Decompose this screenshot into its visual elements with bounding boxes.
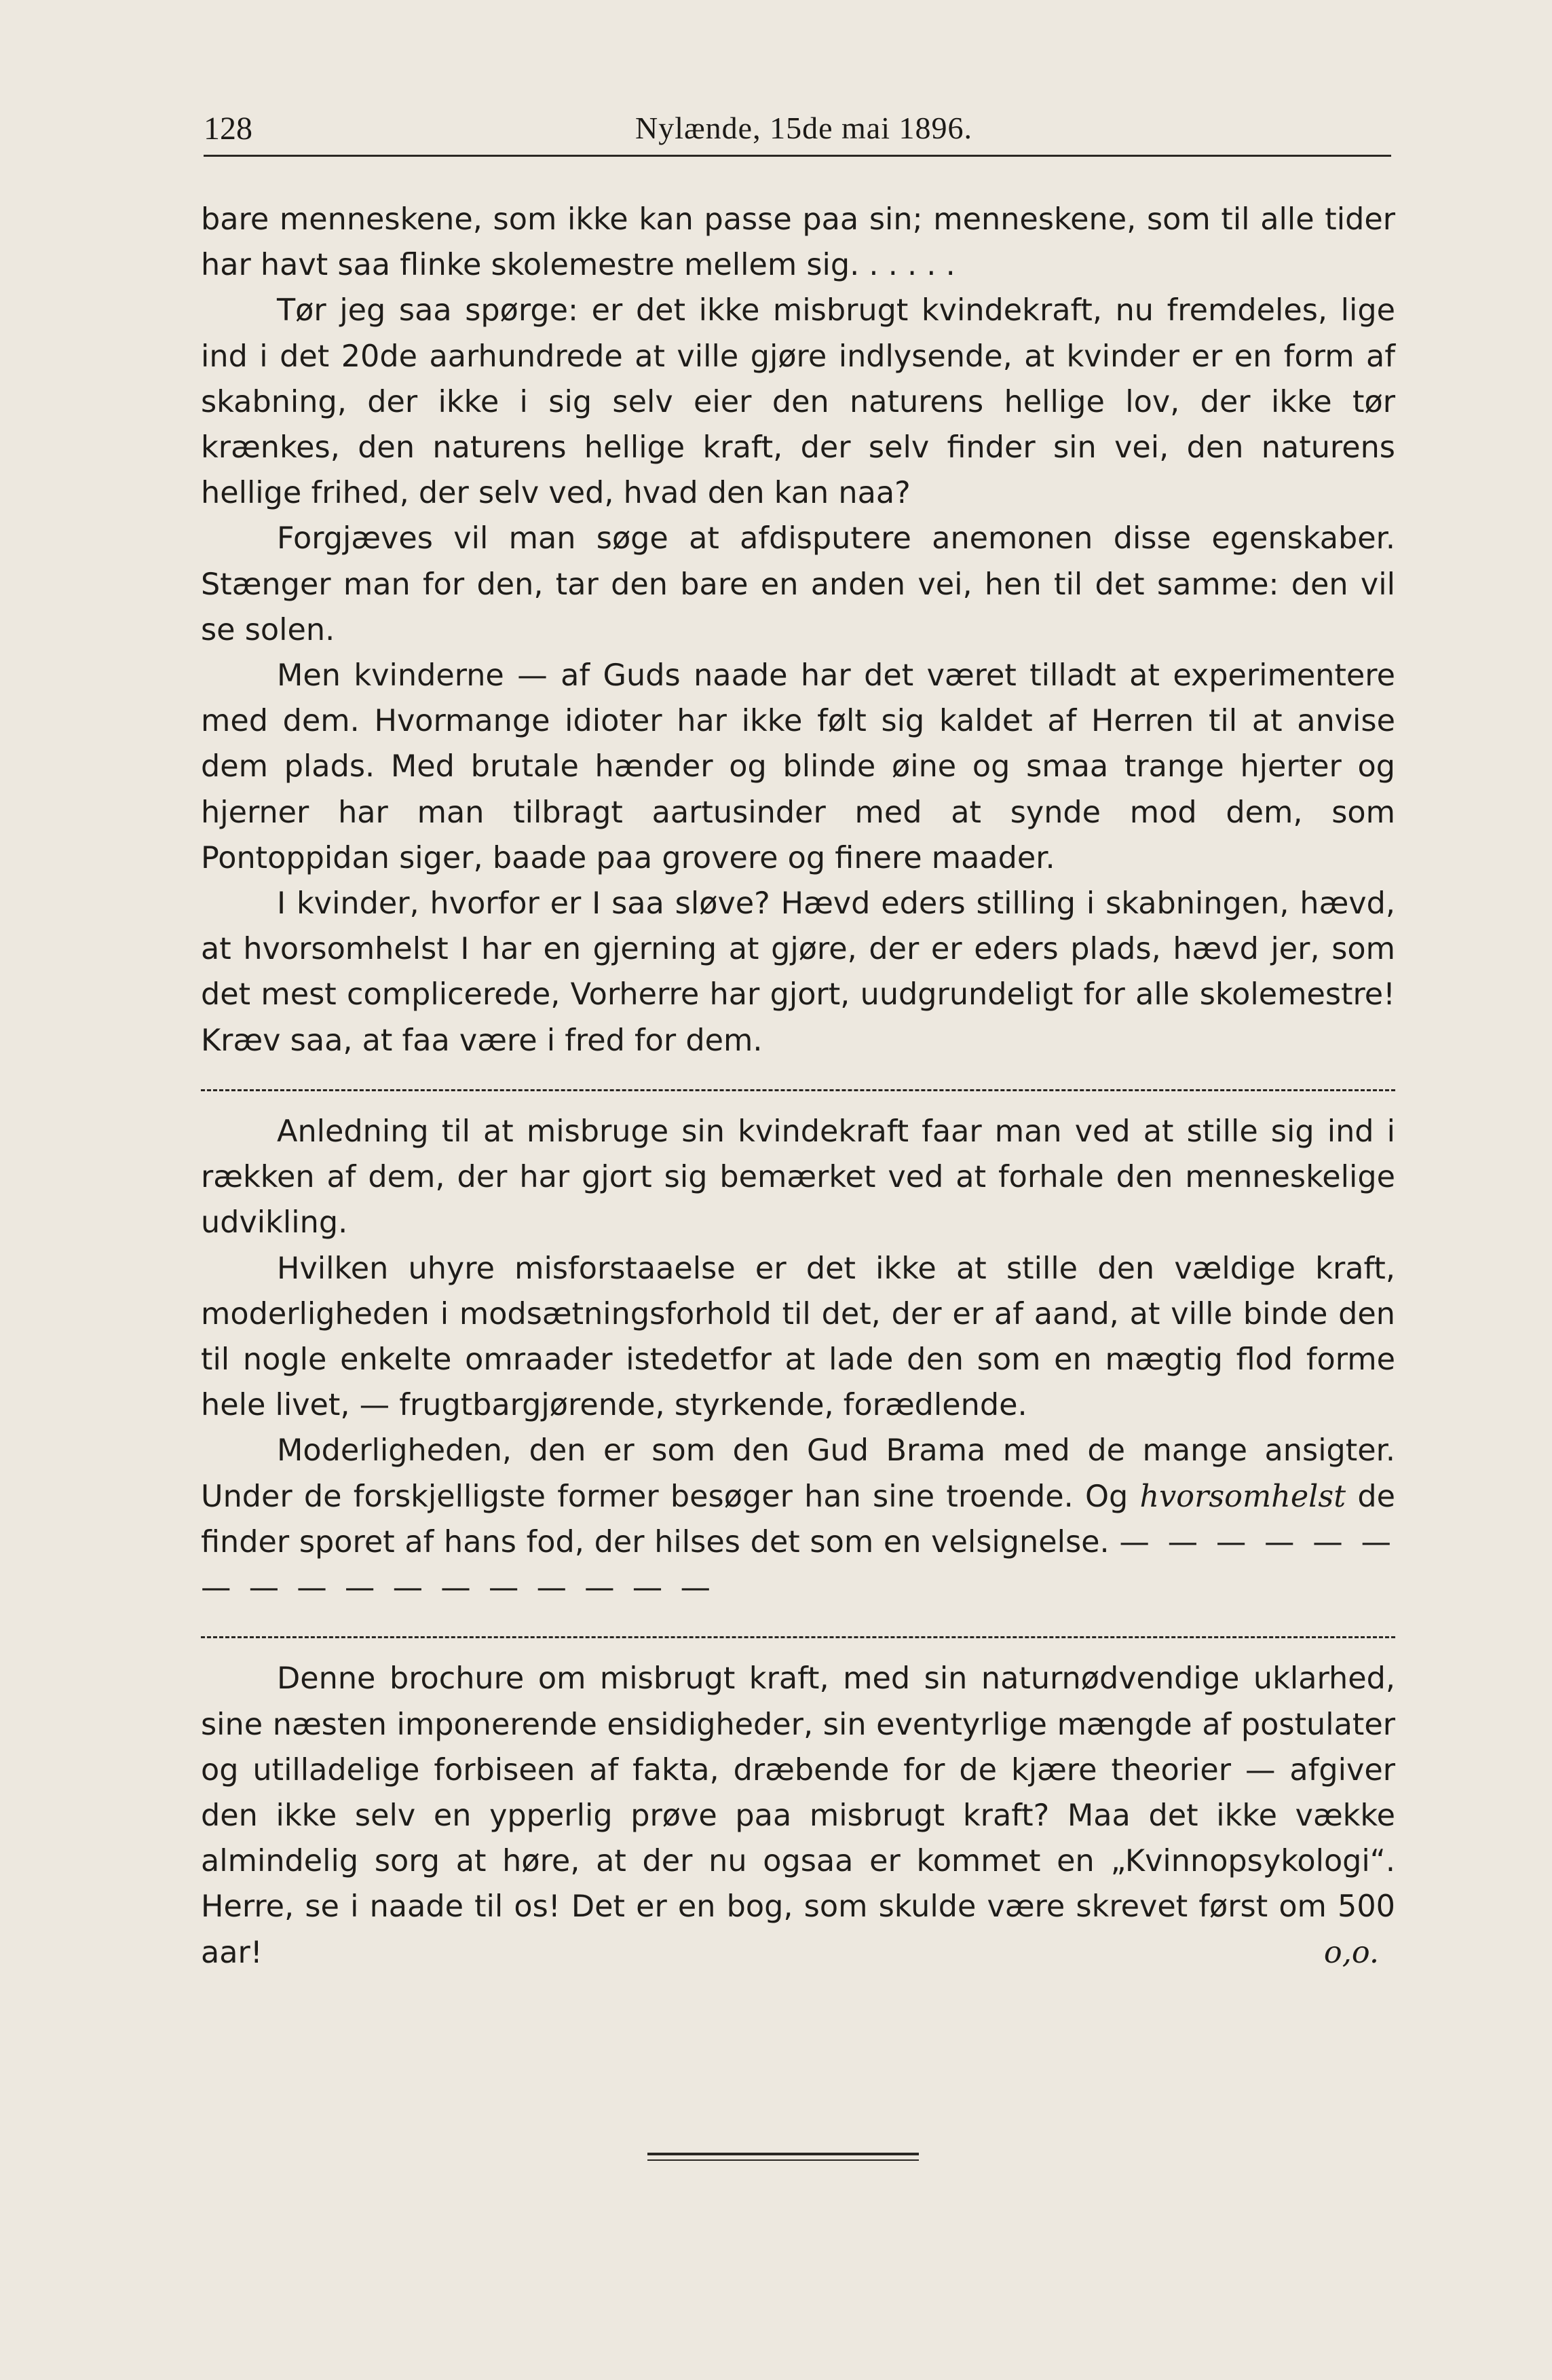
inline-dashes: — — — — — — — — — — — — — — — — — (201, 1524, 1395, 1606)
paragraph (201, 1428, 1395, 1610)
article-body (201, 197, 1395, 1976)
paragraph-text: de finder sporet af hans fod, der hilses det som en velsignelse. (201, 1479, 1395, 1560)
author-signature: o,o. (1323, 1935, 1379, 1970)
dashed-separator (201, 1610, 1395, 1656)
paragraph-text: Denne brochure om misbrugt kraft, med sin naturnødvendige uklarhed, sine næsten imponerende ensidigheder, sin eventyrlige mængde af postulater og utilladelige forbiseen af fakta, dræbende for de kjære theorier — afgiver den ikke selv en ypperlig prøve paa misbrugt kraft? Maa det ikke vække almindelig sorg at høre, at der nu ogsaa er kommet en „Kvinnopsykologi“. Herre, se i naade til os! Det er en bog, som skulde være skrevet først om 500 aar! (201, 1661, 1395, 1970)
paragraph: Tør jeg saa spørge: er det ikke misbrugt kvindekraft, nu fremdeles, lige ind i det 20de aarhundrede at ville gjøre indlysende, at kvinder er en form af skabning, der ikke i sig selv eier den naturens hellige lov, der ikke tør krænkes, den naturens hellige kraft, der selv finder sin vei, den naturens hellige frihed, der selv ved, hvad den kan naa? (201, 293, 1395, 511)
paragraph: Men kvinderne — af Guds naade har det været tilladt at experimentere med dem. Hvormange idioter har ikke følt sig kaldet af Herren til at anvise dem plads. Med brutale hænder og blinde øine og smaa trange hjerter og hjerner har man tilbragt aartusinder med at synde mod dem, som Pontoppidan siger, baade paa grovere og finere maader. (201, 658, 1395, 875)
paragraph: bare menneskene, som ikke kan passe paa sin; menneskene, som til alle tider har havt saa flinke skolemestre mellem sig. . . . . . (201, 202, 1395, 283)
page-number: 128 (204, 111, 252, 147)
page-header (204, 100, 1391, 157)
end-rule (647, 2153, 919, 2155)
running-head: Nylænde, 15de mai 1896. (635, 111, 972, 145)
dashed-separator (201, 1063, 1395, 1109)
paragraph: I kvinder, hvorfor er I saa sløve? Hævd eders stilling i skabningen, hævd, at hvorsomhelst I har en gjerning at gjøre, der er eders plads, hævd jer, som det mest complicerede, Vorherre har gjort, uudgrundeligt for alle skolemestre! Kræv saa, at faa være i fred for dem. (201, 886, 1395, 1058)
paragraph-text: Moderligheden, den er som den Gud Brama med de mange ansigter. Under de forskjelligste former besøger han sine troende. Og (201, 1433, 1395, 1514)
paragraph (201, 1656, 1395, 1975)
paragraph: Hvilken uhyre misforstaaelse er det ikke at stille den vældige kraft, moderligheden i modsætningsforhold til det, der er af aand, at ville binde den til nogle enkelte omraader istedetfor at lade den som en mægtig flod forme hele livet, — frugtbargjørende, styrkende, forædlende. (201, 1251, 1395, 1423)
emphasized-word: hvorsomhelst (1139, 1479, 1346, 1514)
paragraph: Forgjæves vil man søge at afdisputere anemonen disse egenskaber. Stænger man for den, tar den bare en anden vei, hen til det samme: den vil se solen. (201, 521, 1395, 647)
paragraph: Anledning til at misbruge sin kvindekraft faar man ved at stille sig ind i rækken af dem, der har gjort sig bemærket ved at forhale den menneskelige udvikling. (201, 1114, 1395, 1241)
